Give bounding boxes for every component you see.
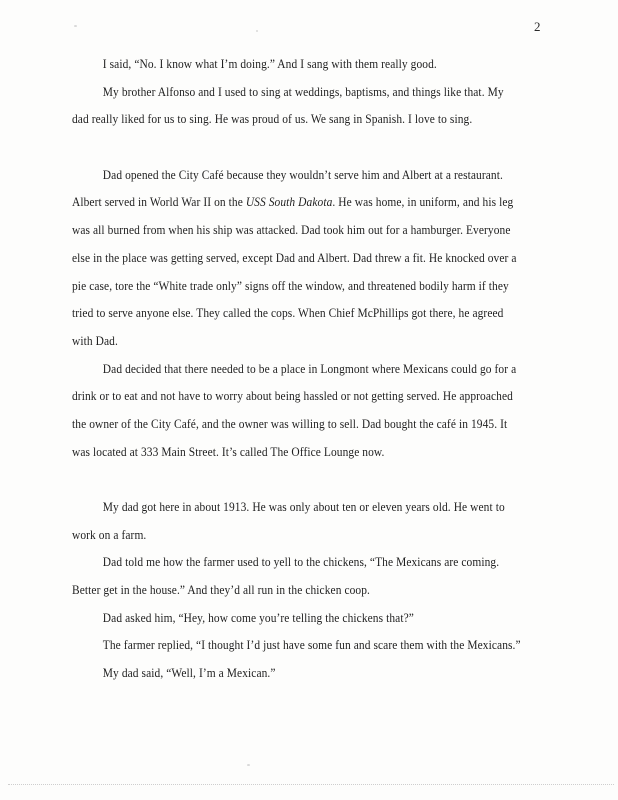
text-line [72, 327, 618, 355]
text-line [72, 521, 618, 549]
text-line [72, 50, 618, 78]
text-run: My dad got here in about 1913. He was only about ten or eleven years old. He went to [102, 499, 505, 514]
text-line [72, 355, 618, 383]
text-run: Albert served in World War II on the [72, 194, 246, 210]
text-line [72, 161, 618, 189]
blank-line [72, 465, 618, 493]
text-run: was all burned from when his ship was attacked. Dad took him out for a hamburger. Everyone [72, 222, 511, 238]
text-run: I said, “No. I know what I’m doing.” And I sang with them really good. [102, 56, 437, 71]
text-line [72, 78, 618, 106]
text-line [72, 493, 618, 521]
text-line [72, 576, 618, 604]
text-run: Better get in the house.” And they’d all run in the chicken coop. [72, 582, 371, 598]
text-line [72, 299, 618, 327]
text-run: My dad said, “Well, I’m a Mexican.” [102, 665, 276, 681]
text-line [72, 188, 618, 216]
page-number: 2 [534, 19, 541, 34]
text-run: drink or to eat and not have to worry about being hassled or not getting served. He approached [72, 388, 513, 404]
scan-speck [247, 764, 250, 766]
text-run: pie case, tore the “White trade only” signs off the window, and threatened bodily harm if they [72, 277, 509, 293]
scan-artifact-bottom-edge [8, 784, 614, 785]
text-run: else in the place was getting served, except Dad and Albert. Dad threw a fit. He knocked over a [72, 249, 517, 265]
text-block [72, 50, 618, 687]
text-run: work on a farm. [72, 526, 147, 542]
text-line [72, 604, 618, 632]
italic-text: USS South Dakota [245, 194, 333, 210]
scan-speck [256, 30, 258, 32]
blank-line [72, 133, 618, 161]
text-line [72, 410, 618, 438]
text-line [72, 659, 618, 687]
text-line [72, 548, 618, 576]
text-run: The farmer replied, “I thought I’d just have some fun and scare them with the Mexicans.” [102, 637, 521, 653]
text-run: tried to serve anyone else. They called the cops. When Chief McPhillips got there, he agreed [72, 305, 504, 321]
text-run: dad really liked for us to sing. He was proud of us. We sang in Spanish. I love to sing. [72, 111, 473, 127]
text-run: was located at 333 Main Street. It’s called The Office Lounge now. [72, 443, 385, 459]
scan-speck [74, 25, 77, 27]
text-run: with Dad. [72, 332, 118, 348]
text-line [72, 216, 618, 244]
text-run: Dad decided that there needed to be a place in Longmont where Mexicans could go for a [102, 360, 517, 376]
text-run: My brother Alfonso and I used to sing at weddings, baptisms, and things like that. My [102, 83, 504, 99]
text-run: Dad told me how the farmer used to yell to the chickens, “The Mexicans are coming. [102, 554, 500, 570]
text-line [72, 105, 618, 133]
text-run: Dad opened the City Café because they wouldn’t serve him and Albert at a restaurant. [102, 166, 503, 182]
text-line [72, 438, 618, 466]
text-line [72, 272, 618, 300]
text-line [72, 244, 618, 272]
text-run: . He was home, in uniform, and his leg [332, 194, 514, 210]
text-line [72, 382, 618, 410]
text-run: Dad asked him, “Hey, how come you’re telling the chickens that?” [102, 609, 414, 625]
text-line [72, 631, 618, 659]
text-run: the owner of the City Café, and the owner was willing to sell. Dad bought the café in 1945. It [72, 415, 508, 431]
